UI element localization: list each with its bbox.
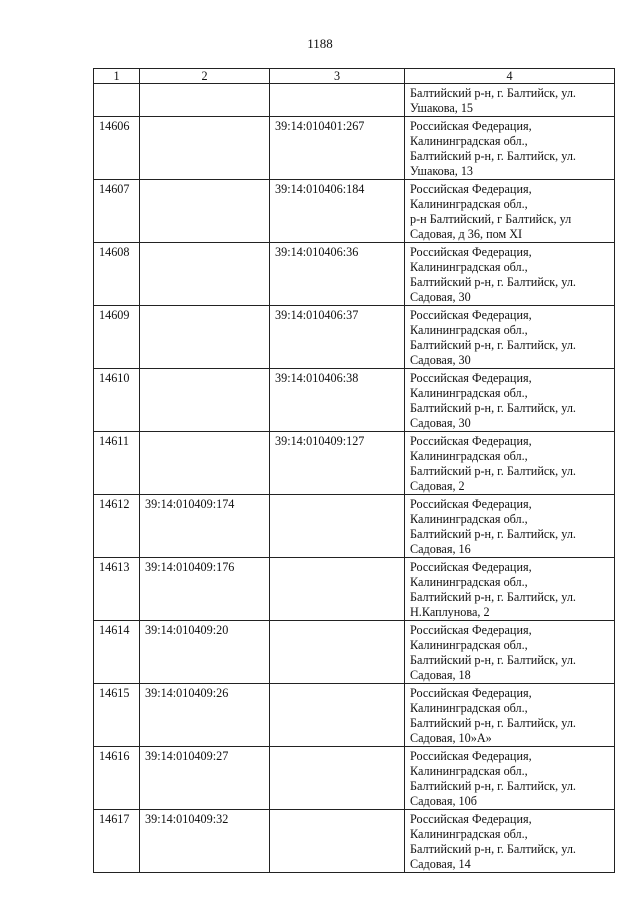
row-number [94,84,140,117]
cadastral-number-col3 [270,810,405,873]
address-cell: Российская Федерация, Калининградская обл., Балтийский р-н, г. Балтийск, ул. Садовая, 30 [405,369,615,432]
row-number: 14610 [94,369,140,432]
column-header-3: 3 [270,69,405,84]
row-number: 14616 [94,747,140,810]
cadastral-number-col2 [140,243,270,306]
column-header-1: 1 [94,69,140,84]
cadastral-number-col2: 39:14:010409:20 [140,621,270,684]
row-number: 14617 [94,810,140,873]
address-cell: Российская Федерация, Калининградская обл., Балтийский р-н, г. Балтийск, ул. Ушакова, 13 [405,117,615,180]
column-header-4: 4 [405,69,615,84]
page-number: 1188 [307,36,333,51]
row-number: 14613 [94,558,140,621]
address-cell: Российская Федерация, Калининградская обл., Балтийский р-н, г. Балтийск, ул. Садовая, 14 [405,810,615,873]
table-row [94,747,615,810]
cadastral-number-col3 [270,621,405,684]
table-row [94,684,615,747]
header-row [94,69,615,84]
cadastral-number-col3: 39:14:010401:267 [270,117,405,180]
address-cell: Российская Федерация, Калининградская обл., Балтийский р-н, г. Балтийск, ул. Садовая, 16 [405,495,615,558]
address-cell: Российская Федерация, Калининградская обл., р-н Балтийский, г Балтийск, ул Садовая, д 36, пом XI [405,180,615,243]
address-cell: Российская Федерация, Калининградская обл., Балтийский р-н, г. Балтийск, ул. Садовая, 18 [405,621,615,684]
table-body [94,84,615,873]
cadastral-number-col3 [270,684,405,747]
table-row [94,432,615,495]
table-row [94,369,615,432]
cadastral-number-col3: 39:14:010406:37 [270,306,405,369]
table-row [94,243,615,306]
cadastral-number-col2: 39:14:010409:174 [140,495,270,558]
cadastral-number-col3: 39:14:010406:36 [270,243,405,306]
table-row [94,495,615,558]
cadastral-number-col2: 39:14:010409:27 [140,747,270,810]
row-number: 14606 [94,117,140,180]
cadastral-number-col2 [140,84,270,117]
table-row [94,180,615,243]
row-number: 14611 [94,432,140,495]
row-number: 14607 [94,180,140,243]
address-cell: Российская Федерация, Калининградская обл., Балтийский р-н, г. Балтийск, ул. Садовая, 2 [405,432,615,495]
table-row [94,558,615,621]
row-number: 14614 [94,621,140,684]
cadastral-number-col2 [140,306,270,369]
cadastral-number-col2: 39:14:010409:32 [140,810,270,873]
cadastral-number-col2 [140,432,270,495]
cadastral-number-col2: 39:14:010409:176 [140,558,270,621]
cadastral-number-col3 [270,558,405,621]
table-row [94,117,615,180]
row-number: 14612 [94,495,140,558]
cadastral-number-col3 [270,747,405,810]
table-row [94,621,615,684]
cadastral-number-col3 [270,495,405,558]
table-row [94,306,615,369]
cadastral-number-col2: 39:14:010409:26 [140,684,270,747]
table-row [94,810,615,873]
cadastral-number-col2 [140,180,270,243]
cadastral-number-col2 [140,369,270,432]
cadastral-number-col3: 39:14:010409:127 [270,432,405,495]
cadastral-number-col3: 39:14:010406:184 [270,180,405,243]
row-number: 14608 [94,243,140,306]
address-cell: Российская Федерация, Калининградская обл., Балтийский р-н, г. Балтийск, ул. Садовая, 10б [405,747,615,810]
column-header-2: 2 [140,69,270,84]
row-number: 14615 [94,684,140,747]
cadastral-number-col2 [140,117,270,180]
cadastral-number-col3: 39:14:010406:38 [270,369,405,432]
table-row [94,84,615,117]
address-cell: Российская Федерация, Калининградская обл., Балтийский р-н, г. Балтийск, ул. Н.Каплунова, 2 [405,558,615,621]
address-cell: Российская Федерация, Калининградская обл., Балтийский р-н, г. Балтийск, ул. Садовая, 30 [405,243,615,306]
address-cell: Российская Федерация, Калининградская обл., Балтийский р-н, г. Балтийск, ул. Садовая, 10»А» [405,684,615,747]
address-cell: Российская Федерация, Калининградская обл., Балтийский р-н, г. Балтийск, ул. Садовая, 30 [405,306,615,369]
table-header [94,69,615,84]
cadastral-number-col3 [270,84,405,117]
registry-table [93,68,615,873]
address-cell: Балтийский р-н, г. Балтийск, ул. Ушакова, 15 [405,84,615,117]
row-number: 14609 [94,306,140,369]
